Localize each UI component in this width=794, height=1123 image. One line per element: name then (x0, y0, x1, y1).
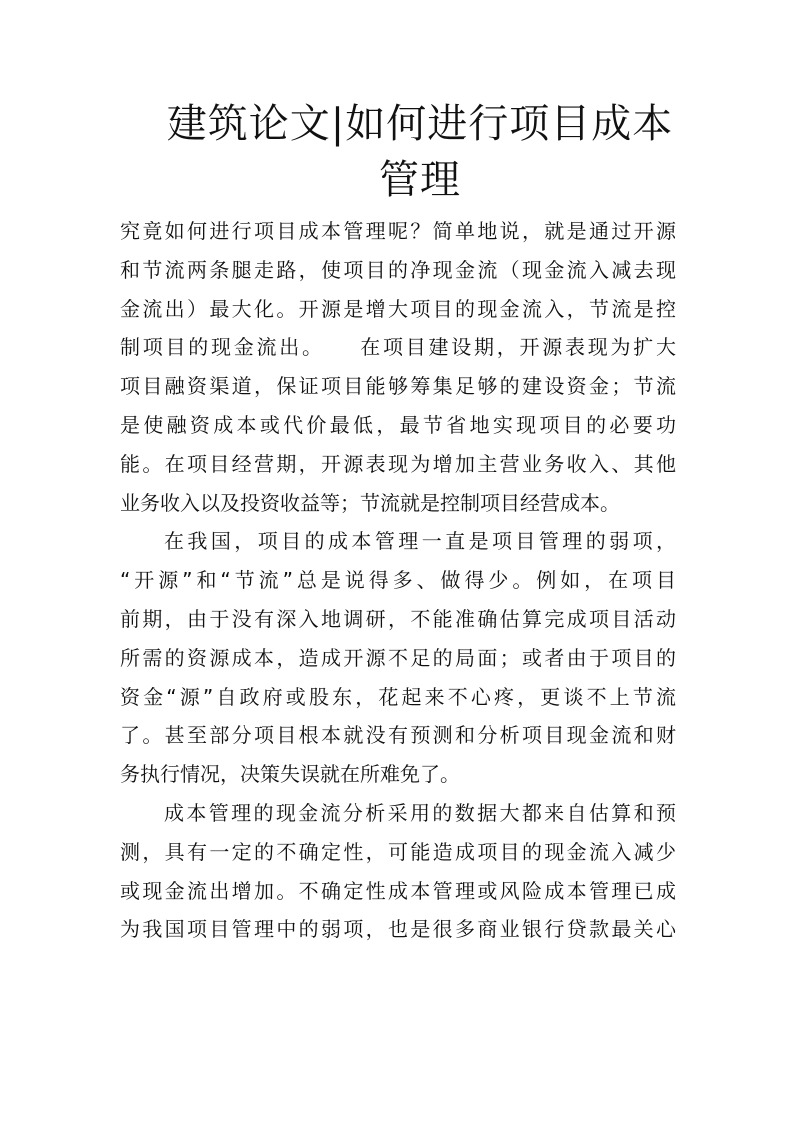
text-line: 或现金流出增加。不确定性成本管理或风险成本管理已成 (120, 878, 676, 903)
text-line: 在我国，项目的成本管理一直是项目管理的弱项， (164, 529, 676, 554)
paragraph (120, 522, 676, 794)
text-line: 了。甚至部分项目根本就没有预测和分析项目现金流和财 (120, 723, 676, 748)
text-line: 前期，由于没有深入地调研，不能准确估算完成项目活动 (120, 606, 676, 631)
text-line: 制项目的现金流出。 在项目建设期，开源表现为扩大 (120, 335, 676, 360)
text-line: 项目融资渠道，保证项目能够筹集足够的建设资金；节流 (120, 374, 676, 399)
title-line: 建筑论文|如何进行项目成本 (166, 101, 674, 147)
text-line: 是使融资成本或代价最低，最节省地实现项目的必要功 (120, 412, 676, 437)
text-line: 测，具有一定的不确定性，可能造成项目的现金流入减少 (120, 839, 676, 864)
paragraph (120, 794, 676, 949)
title-line: 管理 (379, 157, 461, 203)
text-line: 资金“源”自政府或股东，花起来不心疼，更谈不上节流 (120, 684, 676, 709)
text-line: 为我国项目管理中的弱项，也是很多商业银行贷款最关心 (120, 917, 676, 942)
text-line: 金流出）最大化。开源是增大项目的现金流入，节流是控 (120, 296, 676, 321)
paragraph (120, 212, 676, 522)
document-body (120, 212, 676, 949)
text-line: “开源”和“节流”总是说得多、做得少。例如，在项目 (120, 568, 676, 593)
text-line: 务执行情况，决策失误就在所难免了。 (120, 762, 460, 787)
text-line: 所需的资源成本，造成开源不足的局面；或者由于项目的 (120, 645, 676, 670)
text-line: 成本管理的现金流分析采用的数据大都来自估算和预 (164, 800, 676, 825)
text-line: 业务收入以及投资收益等；节流就是控制项目经营成本。 (120, 490, 620, 515)
text-line: 和节流两条腿走路，使项目的净现金流（现金流入减去现 (120, 257, 676, 282)
text-line: 究竟如何进行项目成本管理呢？简单地说，就是通过开源 (120, 219, 676, 243)
text-line: 能。在项目经营期，开源表现为增加主营业务收入、其他 (120, 451, 676, 476)
document-title (160, 96, 680, 208)
